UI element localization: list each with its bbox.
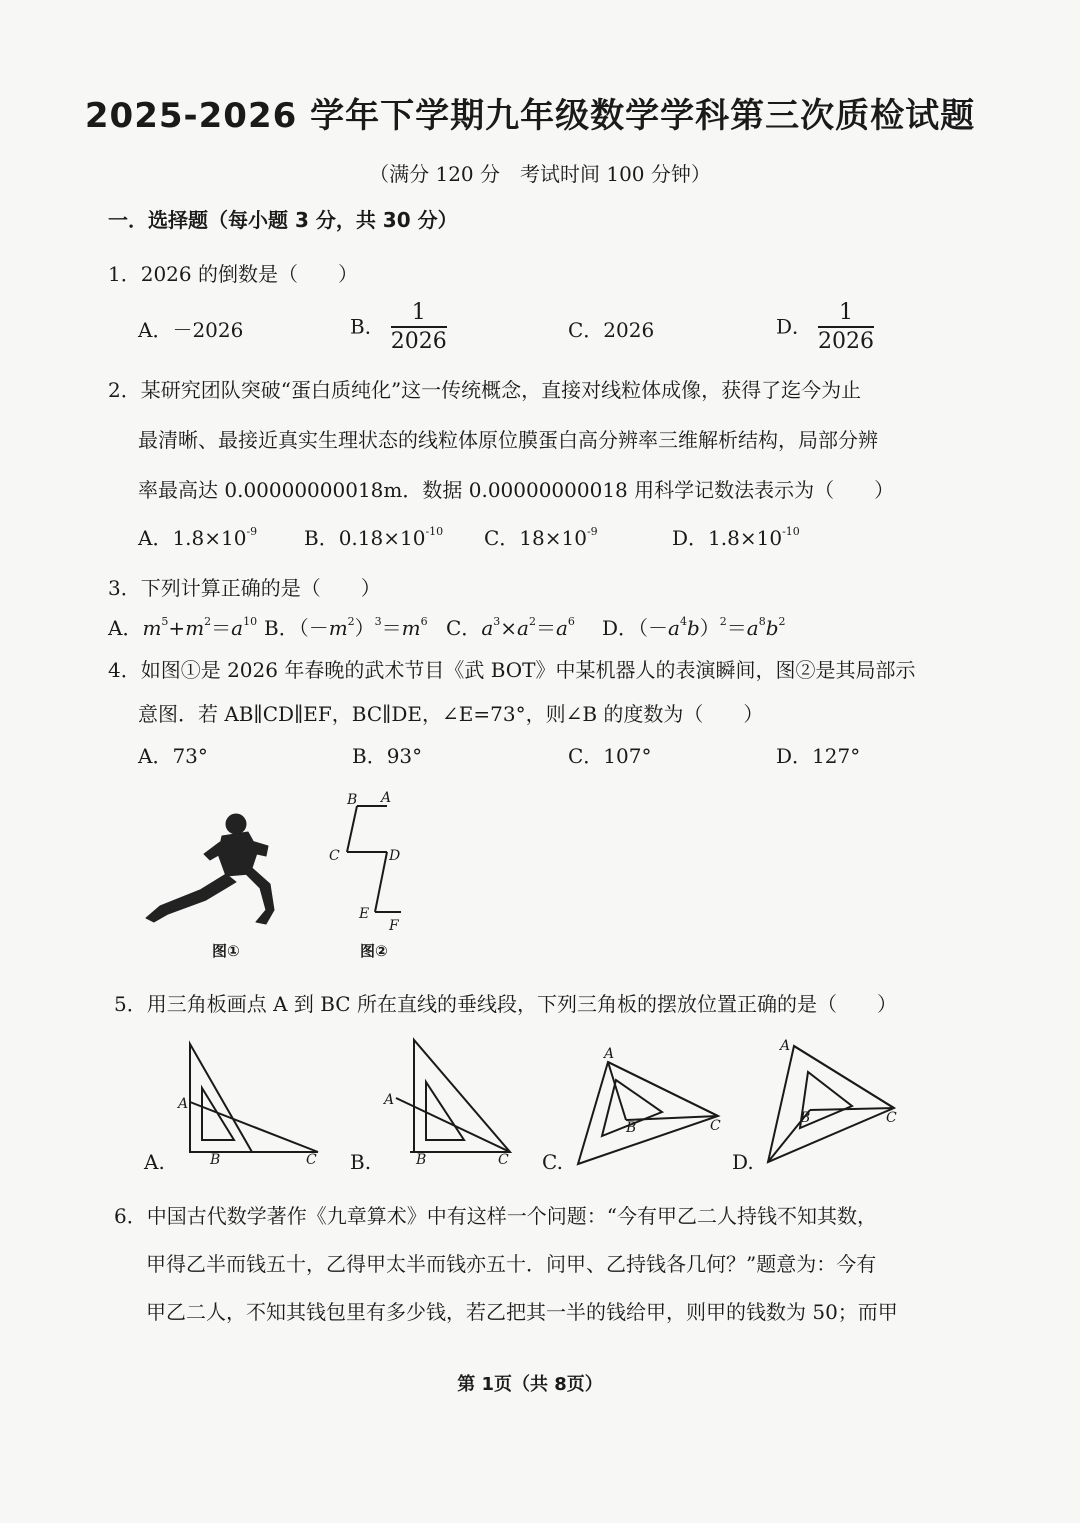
q5-option-b-label: B. [350,1150,372,1174]
q2-d-exponent: -10 [782,525,800,538]
q4-line-2: 意图．若 AB∥CD∥EF，BC∥DE，∠E=73°，则∠B 的度数为（ ） [138,702,764,726]
q3-d-exp1: 4 [679,615,687,628]
page-footer: 第 1页（共 8页） [457,1374,603,1395]
q3-d-result-a: a [746,616,759,640]
q4-label-c: C [329,848,340,864]
q3-c-result: a [555,616,568,640]
q3-b-equals: ＝ [381,616,402,640]
q5-option-c-label: C. [542,1150,563,1174]
q2-line-2: 最清晰、最接近真实生理状态的线粒体原位膜蛋白高分辨率三维解析结构，局部分辨 [138,428,878,452]
q1-option-a: A．－2026 [138,318,244,342]
exam-subtitle: （满分 120 分 考试时间 100 分钟） [369,162,711,186]
q5-a-point-a: A [178,1096,189,1112]
q3-a-exp2: 2 [204,615,212,628]
q5-b-point-b: B [416,1152,427,1168]
q4-label-e: E [359,906,370,922]
q5-d-point-c: C [886,1110,897,1126]
q3-a-equals: ＝ [211,616,232,640]
q2-option-a [138,522,257,551]
q3-c-exp3: 6 [567,615,575,628]
q3-a-var1: m [142,616,162,640]
q3-d-var-b: b [686,616,700,640]
q3-a-exp3: 10 [243,615,258,628]
q6-line-1: 6．中国古代数学著作《九章算术》中有这样一个问题：“今有甲乙二人持钱不知其数， [114,1204,877,1228]
q3-option-a [108,612,257,641]
q4-label-f: F [389,918,399,934]
q2-a-exponent: -9 [246,525,258,538]
q4-figure-2-caption: 图② [360,942,388,960]
q3-c-label: C． [446,616,482,640]
q3-a-exp1: 5 [161,615,169,628]
q5-a-point-c: C [306,1152,317,1168]
q3-b-exp1: 2 [347,615,355,628]
q2-line-1: 2．某研究团队突破“蛋白质纯化”这一传统概念，直接对线粒体成像，获得了迄今为止 [108,378,862,402]
q3-c-times: × [500,616,518,640]
q1-b-denominator: 2026 [390,329,447,354]
q5-figure-d [760,1036,910,1170]
q3-c-var1: a [481,616,494,640]
q6-line-2: 甲得乙半而钱五十，乙得甲太半而钱亦五十．问甲、乙持钱各几何？”题意为：今有 [146,1252,877,1276]
q4-line-1: 4．如图①是 2026 年春晚的武术节目《武 BOT》中某机器人的表演瞬间，图②是其局部示 [108,658,916,682]
q4-figure-1-caption: 图① [212,942,240,960]
q5-c-point-c: C [710,1118,721,1134]
q4-label-a: A [381,790,392,806]
q2-c-base: C．18×10 [484,526,587,550]
line-de [375,852,387,912]
q5-d-point-b: B [800,1110,811,1126]
q2-line-3: 率最高达 0.00000000018m．数据 0.00000000018 用科学记数法表示为（ ） [138,478,895,502]
q3-d-exp4: 2 [778,615,786,628]
q3-a-plus: + [168,616,186,640]
q3-c-var2: a [517,616,529,640]
q1-option-b-label: B． [350,314,385,339]
section-heading: 一．选择题（每小题 3 分，共 30 分） [108,208,458,232]
q5-b-point-a: A [384,1092,395,1108]
q3-c-equals: ＝ [535,616,556,640]
q2-b-exponent: -10 [425,525,444,538]
q5-option-d-label: D. [732,1150,754,1174]
q1-d-numerator: 1 [818,300,874,328]
q3-d-open: （－ [638,616,669,640]
q5-b-point-c: C [498,1152,509,1168]
q2-option-d [672,522,800,551]
q4-option-c: C．107° [568,744,652,768]
q3-d-result-b: b [765,616,779,640]
q3-d-equals: ＝ [726,616,747,640]
q5-figure-c [560,1040,730,1170]
q2-option-b [304,522,443,551]
q3-stem: 3．下列计算正确的是（ ） [108,576,381,600]
q3-b-exp3: 6 [420,615,428,628]
q3-b-open: （－ [298,616,329,640]
q2-a-base: A．1.8×10 [138,526,247,550]
q3-a-result: a [231,616,244,640]
q3-c-exp1: 3 [493,615,501,628]
q5-d-point-a: A [780,1038,791,1054]
q1-b-numerator: 1 [391,300,447,328]
q3-option-d [602,612,786,641]
q3-option-b [264,612,428,641]
q5-option-a-label: A. [144,1150,165,1174]
q3-d-exp3: 8 [758,615,766,628]
q5-c-point-a: A [604,1046,615,1062]
q3-option-c [446,612,575,641]
q1-option-b-fraction [391,300,447,356]
q3-b-label: B． [264,616,299,640]
line-bc [347,806,357,852]
q1-option-c: C．2026 [568,318,655,342]
q2-b-base: B．0.18×10 [304,526,426,550]
q3-b-var: m [328,616,348,640]
q1-option-d-label: D． [776,314,813,339]
q4-label-d: D [389,848,401,864]
q5-c-point-b: B [626,1120,637,1136]
q1-d-denominator: 2026 [818,329,875,354]
q3-b-close: ） [354,616,375,640]
q4-label-b: B [347,792,358,808]
q3-d-exp2: 2 [719,615,727,628]
q6-line-3: 甲乙二人，不知其钱包里有多少钱，若乙把其一半的钱给甲，则甲的钱数为 50；而甲 [146,1300,898,1324]
q3-b-result: m [401,616,421,640]
q5-figure-a [140,1040,330,1175]
q2-option-c [484,522,598,551]
q2-c-exponent: -9 [586,525,598,538]
q4-option-b: B．93° [352,744,423,768]
q3-b-exp2: 3 [374,615,382,628]
q4-figure-1-robot [140,810,290,930]
q5-a-point-b: B [210,1152,221,1168]
q3-a-label: A． [108,616,143,640]
q4-option-a: A．73° [138,744,208,768]
q3-d-var-a: a [668,616,680,640]
q3-d-close: ） [699,616,720,640]
exam-title: 2025-2026 学年下学期九年级数学学科第三次质检试题 [84,96,976,136]
q1-option-d-fraction [818,300,874,356]
q1-stem: 1．2026 的倒数是（ ） [108,262,358,286]
q4-figure-2-diagram [325,790,415,940]
q3-d-label: D． [602,616,639,640]
q5-stem: 5．用三角板画点 A 到 BC 所在直线的垂线段，下列三角板的摆放位置正确的是（ ） [114,992,897,1016]
q1-option-b [350,300,447,356]
q3-c-exp2: 2 [528,615,536,628]
q2-d-base: D．1.8×10 [672,526,783,550]
q1-option-d [776,300,874,356]
q4-option-d: D．127° [776,744,861,768]
q3-a-var2: m [185,616,205,640]
q5-figure-b [350,1036,520,1171]
